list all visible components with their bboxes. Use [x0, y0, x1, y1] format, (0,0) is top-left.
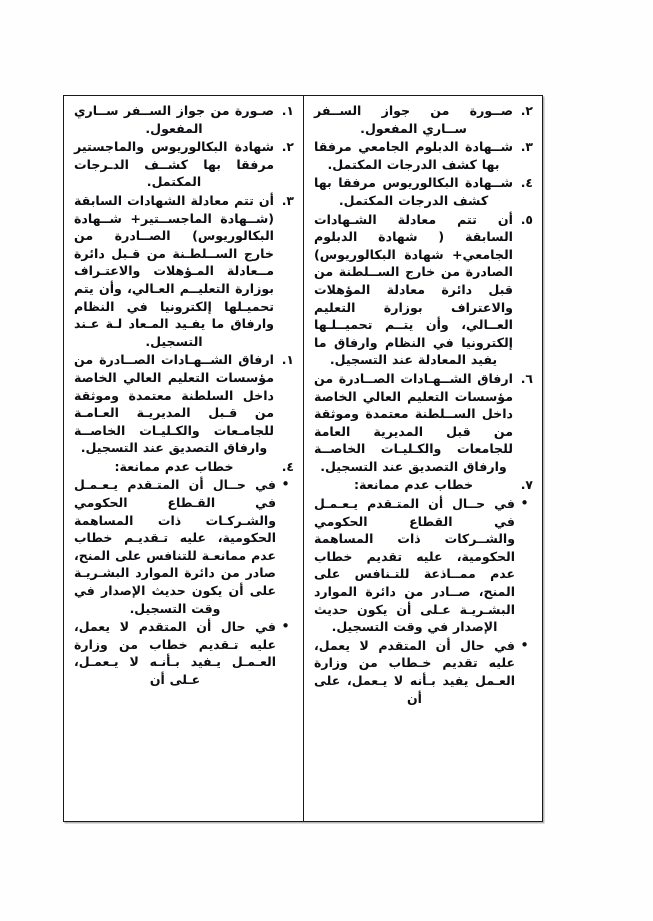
bullet-item-text: في حال أن المتقدم لا يعمل، عليه تقديم خـطاب من وزارة العـمل يفيد بـأنه لا يـعمل، على أن — [314, 637, 515, 706]
list-item-heading — [73, 458, 294, 476]
list-item-heading — [313, 476, 533, 494]
list-marker: ١. — [281, 103, 294, 118]
list-marker: ٣. — [281, 192, 294, 208]
list-item — [313, 211, 533, 369]
list-marker: ٤. — [281, 458, 294, 474]
list-item-text: شــهادة البكالوريوس مرفقا بها كشف الدرجات المكتمل. — [314, 175, 513, 208]
list-item — [313, 370, 533, 476]
list-item — [313, 102, 533, 137]
list-marker: ٢. — [281, 139, 294, 155]
list-item-text: أن تتم معادلة الشـهادات السابقة ( شهادة الدبلوم الجامعي+ شهادة البكالوريوس) الصادرة من خارج الســلطنة من قبل دائرة معادلة المؤهلات والاعتراف بوزارة التعليم العــالي، وأن يتــم تحميــلـها إلكترونيا في النظام وارفاق ما يفيد المعادلة عند التسجيل. — [314, 211, 513, 368]
list-marker: ٤. — [520, 175, 533, 191]
list-item-text: صــورة من جواز الســفر ســاري المفعول. — [314, 103, 513, 136]
bullet-dot-icon: • — [281, 617, 290, 636]
numbered-list-left — [73, 102, 294, 475]
list-item-text: شهادة البكالوريوس والماجستير مرفقا بها كشــف الدـرجات المكتمل. — [74, 139, 274, 190]
list-item-text: خطاب عدم ممانعة: — [353, 477, 474, 493]
list-marker: ٢. — [520, 103, 533, 118]
numbered-list-right — [313, 102, 533, 494]
list-item-text: ارفاق الشــهـادات الصــادرة من مؤسسات التعليم العالي الخاصة داخل السلطنة معتمدة وموثقة من قـبل المديريـة العـامـة للجامـعات والكـليـات الخاصــة وارفاق التصديق عند التسجيل. — [74, 352, 274, 456]
bullet-list-left — [73, 476, 294, 688]
bullet-dot-icon: • — [520, 635, 529, 654]
list-marker: ١. — [281, 352, 294, 368]
list-marker: ٧. — [520, 477, 533, 493]
list-item — [313, 138, 533, 173]
list-item-text: ارفاق الشــهـادات الصــادرة من مؤسسات التعليم العالي الخاصة داخل الســلطنة معتمدة وموثقة من قبل المديرية العامة للجامعات والكـليـات الخاصــة وارفاق التصديق عند التسجيل. — [314, 370, 513, 474]
list-item-text: خطاب عدم ممانعة: — [114, 458, 234, 474]
bullet-item-text: في حــال أن المتـقدم يـعـمـل في القطاع الحكومي والشــركات ذات المساهمة الحكومية، عليه تقديم خطاب عدم ممــاذعة للتـنافس على المنح، صــادر من دائرة الموارد البشـريـة عـلى أن يكون حديث الإصدار في وقت التسجيل. — [314, 496, 515, 635]
list-item-text: أن تتم معادلة الشهادات السابقة (شــهادة الماجســتير+ شــهادة البكالوريوس) الصــادرة من خارج الســلطـنة من قـبل دائرة مــعادلة المـؤهلات والاعتـراف بوزارة التعليــم العـالي، وأن يتم تحميـلها إلكترونيا في النظام وارفاق ما يفـيد المـعاد لـة عـند التسجيل. — [74, 192, 274, 349]
table-column-left — [64, 96, 303, 821]
bullet-list-item — [73, 476, 294, 617]
bullet-item-text: في حال أن المتقدم لا يعمل، عليه تـقديم خطاب من وزارة العـمـل يـفيد بـأنـه لا يـعمـل، عـلى أن — [74, 619, 276, 687]
list-item — [73, 192, 294, 350]
list-item-text: شــهادة الدبلوم الجامعي مرفقا بها كشف الدرجات المكتمل. — [314, 139, 513, 172]
list-marker: ٦. — [520, 370, 533, 386]
bullet-list-item — [313, 637, 533, 707]
list-marker: ٥. — [520, 211, 533, 227]
bullet-item-text: في حــال أن المتـقدم يـعـمـل في القـطاع الحكومي والشـركـات ذات المساهمة الحكومية، عليه تـقديـم خطاب عدم ممانعـة للتنافس على المنح، صادر من دائرة الموارد البشـريـة على أن يكون حديث الإصدار في وقت التسجيل. — [74, 477, 276, 616]
table-column-right — [303, 96, 542, 821]
list-item — [73, 351, 294, 457]
bullet-dot-icon: • — [281, 475, 290, 494]
bullet-list-item — [313, 495, 533, 636]
list-item — [73, 138, 294, 191]
requirements-table — [63, 95, 543, 822]
bullet-list-right — [313, 495, 533, 707]
bullet-list-item — [73, 618, 294, 688]
list-item — [73, 102, 294, 137]
bullet-dot-icon: • — [520, 494, 529, 513]
list-item — [313, 174, 533, 209]
list-marker: ٣. — [520, 139, 533, 155]
list-item-text: صـورة من جواز الســفر ســاري المفعول. — [74, 103, 274, 136]
